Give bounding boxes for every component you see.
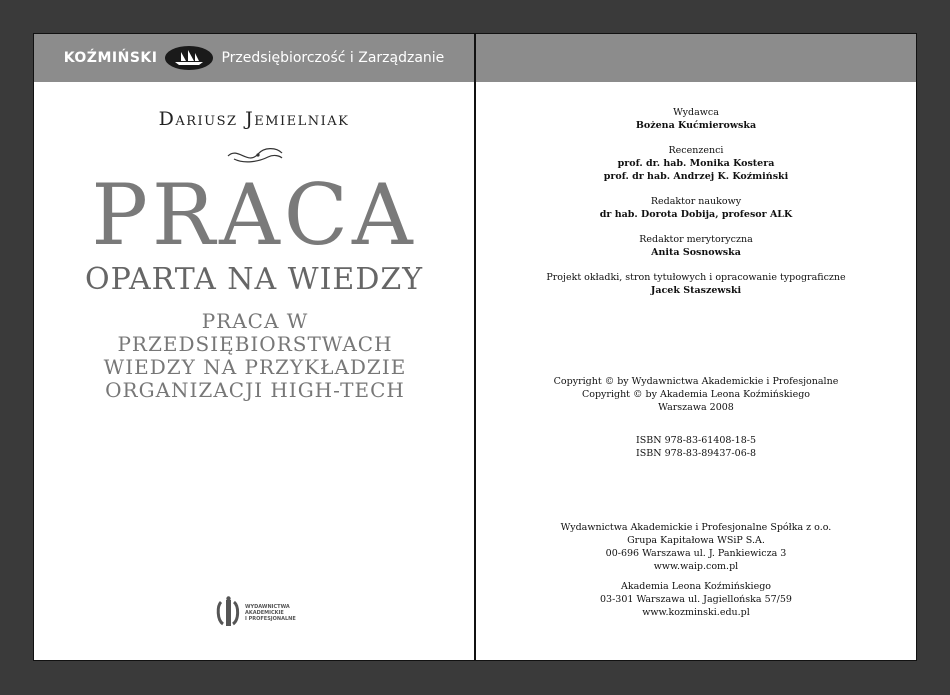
publisher-logo-line: WYDAWNICTWA [245,604,290,610]
right-page [475,33,917,661]
grey-header-bar [476,34,916,82]
copyright-line: Copyright © by Wydawnictwa Akademickie i Profesjonalne [553,376,839,387]
publisher-address-block [476,521,916,573]
publisher-logo-line: I PROFESJONALNE [245,616,296,622]
book-subtitle [74,310,436,402]
academy-address-block [476,580,916,619]
publisher-logo-line: AKADEMICKIE [245,610,284,616]
book-title-main: PRACA [91,166,417,264]
series-name: Przedsiębiorczość i Zarządzanie [221,50,445,66]
publisher-logo-icon [215,596,241,630]
address-line: 03-301 Warszawa ul. Jagiellońska 57/59 [600,594,792,605]
subtitle-line: ORGANIZACJI HIGH-TECH [105,378,405,402]
left-page [33,33,475,661]
isbn-block [476,434,916,460]
copyright-block [476,375,916,414]
city-year: Warszawa 2008 [658,402,734,413]
scientific-editor-label: Redaktor naukowy [650,196,742,207]
subtitle-line: PRACA W PRZEDSIĘBIORSTWACH [117,309,393,356]
content-editor-label: Redaktor merytoryczna [639,234,753,245]
credits-block [476,106,916,297]
series-header-bar [34,34,474,82]
book-title-sub: OPARTA NA WIEDZY [84,262,424,297]
isbn-line: ISBN 978-83-89437-06-8 [636,448,756,459]
designer-name: Jacek Staszewski [650,285,742,296]
subtitle-line: WIEDZY NA PRZYKŁADZIE [103,355,407,379]
content-editor-name: Anita Sosnowska [651,247,741,258]
scientific-editor-name: dr hab. Dorota Dobija, profesor ALK [599,209,793,220]
publisher-logo [215,596,296,630]
brand-name: KOŹMIŃSKI [63,50,158,66]
address-line: Akademia Leona Koźmińskiego [621,581,771,592]
publisher-name: Bożena Kućmierowska [635,120,757,131]
website-link: www.kozminski.edu.pl [642,607,750,618]
author-name: Dariusz Jemielniak [158,108,350,130]
reviewers-label: Recenzenci [668,145,724,156]
flourish-ornament-icon [224,144,286,168]
address-line: Wydawnictwa Akademickie i Profesjonalne Spółka z o.o. [560,522,832,533]
copyright-line: Copyright © by Akademia Leona Koźmińskiego [581,389,811,400]
isbn-line: ISBN 978-83-61408-18-5 [636,435,756,446]
address-line: Grupa Kapitałowa WSiP S.A. [627,535,765,546]
reviewer-name: prof. dr hab. Andrzej K. Koźmiński [603,171,789,182]
reviewer-name: prof. dr. hab. Monika Kostera [617,158,775,169]
website-link: www.waip.com.pl [653,561,739,572]
design-label: Projekt okładki, stron tytułowych i opracowanie typograficzne [546,272,846,283]
publisher-label: Wydawca [673,107,719,118]
address-line: 00-696 Warszawa ul. J. Pankiewicza 3 [605,548,787,559]
ship-icon [165,46,213,70]
